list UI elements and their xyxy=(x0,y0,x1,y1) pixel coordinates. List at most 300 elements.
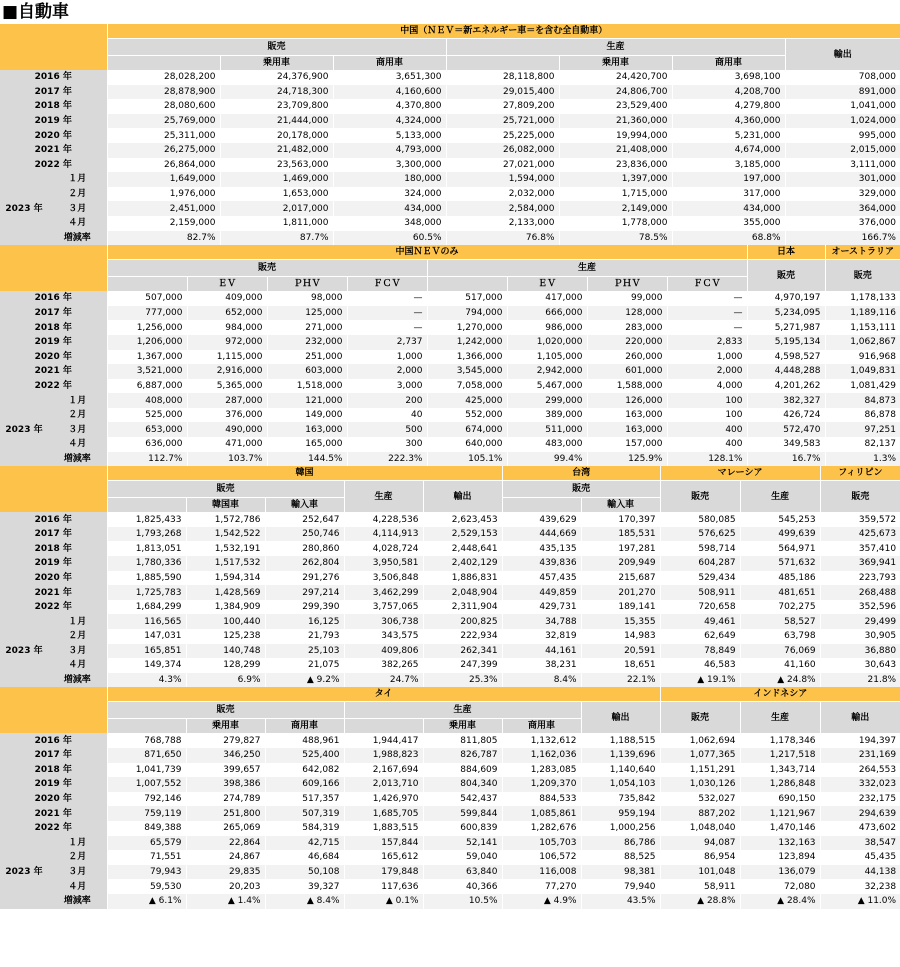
column-header: 生産 xyxy=(344,702,581,719)
table-cell: 5,133,000 xyxy=(333,128,446,143)
table-cell: — xyxy=(347,306,427,321)
table-cell: 1,209,370 xyxy=(502,777,581,792)
table-cell: 260,000 xyxy=(587,350,667,365)
table-cell: 87.7% xyxy=(220,231,333,246)
table-cell: 262,341 xyxy=(423,644,502,659)
table-cell: 21,444,000 xyxy=(220,114,333,129)
table-row xyxy=(0,512,900,527)
table-cell: 972,000 xyxy=(187,335,267,350)
table-cell: 2,013,710 xyxy=(344,777,423,792)
table-cell: 1,054,103 xyxy=(581,777,660,792)
header-row xyxy=(0,481,900,498)
table-cell: 1,085,861 xyxy=(502,806,581,821)
table-cell: 376,000 xyxy=(785,216,900,231)
table-row xyxy=(0,556,900,571)
table-cell: 165,000 xyxy=(267,437,347,452)
table-cell: 343,575 xyxy=(344,629,423,644)
column-header: ＥＶ xyxy=(507,277,587,292)
table-cell: 78,849 xyxy=(660,644,740,659)
column-header: タイ xyxy=(107,687,660,702)
column-header: 輸入車 xyxy=(581,498,660,513)
table-cell: 3,651,300 xyxy=(333,70,446,85)
column-header: ＦＣＶ xyxy=(667,277,747,292)
table-cell: 1,151,291 xyxy=(660,763,740,778)
table-cell: 23,529,400 xyxy=(559,99,672,114)
table-cell: 1,105,000 xyxy=(507,350,587,365)
row-label: 2019 年 xyxy=(0,777,107,792)
table-cell: 1,518,000 xyxy=(267,379,347,394)
column-header: 販売 xyxy=(107,702,344,719)
table-cell: 598,714 xyxy=(660,541,740,556)
table-cell: 849,388 xyxy=(107,821,186,836)
table-cell: 209,949 xyxy=(581,556,660,571)
table-cell: 603,000 xyxy=(267,364,347,379)
table-cell: 63,798 xyxy=(740,629,820,644)
table-cell: 24,420,700 xyxy=(559,70,672,85)
table-cell: 666,000 xyxy=(507,306,587,321)
column-header: 商用車 xyxy=(672,56,785,71)
month-label: ２月 xyxy=(48,850,107,865)
table-row xyxy=(0,836,900,851)
table-cell: 434,000 xyxy=(333,201,446,216)
table-cell: 65,579 xyxy=(107,836,186,851)
table-cell: 2,833 xyxy=(667,335,747,350)
table-cell: 891,000 xyxy=(785,85,900,100)
table-cell: 777,000 xyxy=(107,306,187,321)
table-cell: 271,000 xyxy=(267,320,347,335)
corner-cell xyxy=(0,466,107,512)
header-row xyxy=(0,39,900,56)
table-cell: 2,000 xyxy=(347,364,427,379)
table-cell: 98,381 xyxy=(581,865,660,880)
table-row xyxy=(0,821,900,836)
month-label: ３月 xyxy=(48,201,107,216)
table-cell: 15,355 xyxy=(581,614,660,629)
table-cell: 317,000 xyxy=(672,187,785,202)
table-cell: 28,080,600 xyxy=(107,99,220,114)
table-cell: 189,141 xyxy=(581,600,660,615)
table-cell: 280,860 xyxy=(265,541,344,556)
table-cell: 14,983 xyxy=(581,629,660,644)
table-cell: 247,399 xyxy=(423,658,502,673)
table-cell: 21,482,000 xyxy=(220,143,333,158)
table-cell: 128,000 xyxy=(587,306,667,321)
table-cell: 1,024,000 xyxy=(785,114,900,129)
table-cell: 39,327 xyxy=(265,879,344,894)
table-cell: 71,551 xyxy=(107,850,186,865)
table-cell: 165,612 xyxy=(344,850,423,865)
column-header: 販売 xyxy=(660,481,740,513)
table-cell: 60.5% xyxy=(333,231,446,246)
table-cell: 76.8% xyxy=(446,231,559,246)
table-cell: 21,360,000 xyxy=(559,114,672,129)
table-cell: 163,000 xyxy=(587,422,667,437)
table-row xyxy=(0,128,900,143)
table-row xyxy=(0,571,900,586)
table-cell: 19,994,000 xyxy=(559,128,672,143)
table-cell: 265,069 xyxy=(186,821,265,836)
table-cell: 690,150 xyxy=(740,792,820,807)
table-china-nev xyxy=(0,245,900,466)
table-cell: 28,878,900 xyxy=(107,85,220,100)
table-cell: 400 xyxy=(667,422,747,437)
table-cell: 26,082,000 xyxy=(446,143,559,158)
row-label: 2020 年 xyxy=(0,350,107,365)
year-label: 2023 年 xyxy=(0,393,48,466)
table-cell: 483,000 xyxy=(507,437,587,452)
table-cell: 4.3% xyxy=(107,673,186,688)
column-header: 生産 xyxy=(344,481,423,513)
table-cell: 1,653,000 xyxy=(220,187,333,202)
table-cell: 52,141 xyxy=(423,836,502,851)
table-cell: 41,160 xyxy=(740,658,820,673)
month-label: ２月 xyxy=(48,187,107,202)
table-cell: 674,000 xyxy=(427,422,507,437)
table-cell: 157,844 xyxy=(344,836,423,851)
column-header: 日本 xyxy=(747,245,825,260)
column-header: 販売 xyxy=(820,481,900,513)
table-cell: 1,162,036 xyxy=(502,748,581,763)
table-cell: 871,650 xyxy=(107,748,186,763)
table-row xyxy=(0,879,900,894)
table-cell: 500 xyxy=(347,422,427,437)
column-header: 乗用車 xyxy=(559,56,672,71)
row-label: 2018 年 xyxy=(0,320,107,335)
table-cell: 28,028,200 xyxy=(107,70,220,85)
table-cell: 720,658 xyxy=(660,600,740,615)
table-cell: 369,941 xyxy=(820,556,900,571)
table-cell: ▲ 9.2% xyxy=(265,673,344,688)
table-cell: 16.7% xyxy=(747,452,825,467)
table-cell: 532,027 xyxy=(660,792,740,807)
table-cell: 24,867 xyxy=(186,850,265,865)
table-cell: 299,000 xyxy=(507,393,587,408)
table-cell: 2,584,000 xyxy=(446,201,559,216)
month-label: １月 xyxy=(48,836,107,851)
table-cell: 26,864,000 xyxy=(107,158,220,173)
table-cell: 30,905 xyxy=(820,629,900,644)
table-row xyxy=(0,422,900,437)
table-cell: 1,077,365 xyxy=(660,748,740,763)
table-cell: 42,715 xyxy=(265,836,344,851)
row-label: 2016 年 xyxy=(0,70,107,85)
table-cell: 517,357 xyxy=(265,792,344,807)
table-cell: 1,000 xyxy=(347,350,427,365)
table-cell: ▲ 11.0% xyxy=(820,894,900,909)
column-header xyxy=(107,719,186,734)
month-label: 増減率 xyxy=(48,452,107,467)
table-row xyxy=(0,748,900,763)
table-cell: 1,976,000 xyxy=(107,187,220,202)
table-cell: 106,572 xyxy=(502,850,581,865)
row-label: 2019 年 xyxy=(0,114,107,129)
month-label: １月 xyxy=(48,614,107,629)
table-cell: 355,000 xyxy=(672,216,785,231)
table-cell: 59,040 xyxy=(423,850,502,865)
row-label: 2022 年 xyxy=(0,600,107,615)
table-cell: 1,594,000 xyxy=(446,172,559,187)
table-cell: 604,287 xyxy=(660,556,740,571)
table-cell: 166.7% xyxy=(785,231,900,246)
table-cell: 112.7% xyxy=(107,452,187,467)
table-cell: 409,806 xyxy=(344,644,423,659)
column-header: 販売 xyxy=(502,481,660,498)
table-cell: 2,167,694 xyxy=(344,763,423,778)
table-cell: 995,000 xyxy=(785,128,900,143)
table-thai-indonesia xyxy=(0,687,900,908)
table-cell: 3,506,848 xyxy=(344,571,423,586)
table-cell: 128,299 xyxy=(186,658,265,673)
table-cell: 1,283,085 xyxy=(502,763,581,778)
table-cell: 2,000 xyxy=(667,364,747,379)
table-cell: 26,275,000 xyxy=(107,143,220,158)
table-cell: 1,684,299 xyxy=(107,600,186,615)
table-cell: 45,435 xyxy=(820,850,900,865)
column-header: 商用車 xyxy=(333,56,446,71)
table-cell: 200,825 xyxy=(423,614,502,629)
table-cell: 101,048 xyxy=(660,865,740,880)
table-cell: 86,786 xyxy=(581,836,660,851)
table-cell: 121,000 xyxy=(267,393,347,408)
table-cell: 2,133,000 xyxy=(446,216,559,231)
table-cell: 29,015,400 xyxy=(446,85,559,100)
table-cell: 529,434 xyxy=(660,571,740,586)
table-cell: 24,718,300 xyxy=(220,85,333,100)
table-cell: 735,842 xyxy=(581,792,660,807)
table-cell: 28,118,800 xyxy=(446,70,559,85)
table-cell: 58,911 xyxy=(660,879,740,894)
table-cell: 636,000 xyxy=(107,437,187,452)
table-cell: 444,669 xyxy=(502,527,581,542)
table-cell: 264,553 xyxy=(820,763,900,778)
table-cell: 359,572 xyxy=(820,512,900,527)
table-cell: 99,000 xyxy=(587,291,667,306)
table-row xyxy=(0,437,900,452)
table-cell: 1,256,000 xyxy=(107,320,187,335)
table-cell: 2,017,000 xyxy=(220,201,333,216)
table-cell: 100 xyxy=(667,408,747,423)
table-cell: 1,715,000 xyxy=(559,187,672,202)
table-cell: 1,883,515 xyxy=(344,821,423,836)
table-cell: 1,217,518 xyxy=(740,748,820,763)
table-cell: 3,300,000 xyxy=(333,158,446,173)
table-cell: 50,108 xyxy=(265,865,344,880)
table-cell: 708,000 xyxy=(785,70,900,85)
column-header: 販売 xyxy=(107,481,344,498)
table-cell: 1,049,831 xyxy=(825,364,900,379)
table-cell: 5,271,987 xyxy=(747,320,825,335)
row-label: 2016 年 xyxy=(0,733,107,748)
table-cell: 27,809,200 xyxy=(446,99,559,114)
table-cell: 32,819 xyxy=(502,629,581,644)
table-cell: 2,623,453 xyxy=(423,512,502,527)
row-label: 2018 年 xyxy=(0,541,107,556)
table-row xyxy=(0,541,900,556)
table-cell: 525,000 xyxy=(107,408,187,423)
table-cell: 68.8% xyxy=(672,231,785,246)
table-cell: 6,887,000 xyxy=(107,379,187,394)
table-cell: 63,840 xyxy=(423,865,502,880)
table-cell: 1,121,967 xyxy=(740,806,820,821)
column-header: 販売 xyxy=(825,260,900,292)
table-cell: 1,813,051 xyxy=(107,541,186,556)
table-cell: 652,000 xyxy=(187,306,267,321)
table-row xyxy=(0,364,900,379)
table-cell: ▲ 0.1% xyxy=(344,894,423,909)
table-row xyxy=(0,187,900,202)
table-cell: 986,000 xyxy=(507,320,587,335)
table-cell: 435,135 xyxy=(502,541,581,556)
column-header: 販売 xyxy=(107,39,446,56)
column-header: 販売 xyxy=(747,260,825,292)
table-cell: 21,793 xyxy=(265,629,344,644)
column-header: 生産 xyxy=(427,260,747,277)
table-cell: 471,000 xyxy=(187,437,267,452)
table-cell: 24.7% xyxy=(344,673,423,688)
row-label: 2017 年 xyxy=(0,85,107,100)
table-cell: 3,462,299 xyxy=(344,585,423,600)
table-cell: 399,657 xyxy=(186,763,265,778)
column-header: 輸出 xyxy=(581,702,660,734)
table-cell: 25,311,000 xyxy=(107,128,220,143)
header-row xyxy=(0,56,900,71)
table-cell: 653,000 xyxy=(107,422,187,437)
header-row xyxy=(0,24,900,39)
column-header: マレーシア xyxy=(660,466,820,481)
header-row xyxy=(0,260,900,277)
table-cell: 1,793,268 xyxy=(107,527,186,542)
table-cell: 449,859 xyxy=(502,585,581,600)
table-cell: 20,178,000 xyxy=(220,128,333,143)
table-cell: 473,602 xyxy=(820,821,900,836)
table-cell: 1,286,848 xyxy=(740,777,820,792)
table-cell: ▲ 19.1% xyxy=(660,673,740,688)
table-cell: 1,572,786 xyxy=(186,512,265,527)
table-cell: 147,031 xyxy=(107,629,186,644)
table-cell: 382,265 xyxy=(344,658,423,673)
table-cell: 2,311,904 xyxy=(423,600,502,615)
month-label: 増減率 xyxy=(48,673,107,688)
table-cell: 105,703 xyxy=(502,836,581,851)
table-cell: 157,000 xyxy=(587,437,667,452)
table-cell: 4,160,600 xyxy=(333,85,446,100)
table-cell: 222.3% xyxy=(347,452,427,467)
table-row xyxy=(0,527,900,542)
table-cell: 30,643 xyxy=(820,658,900,673)
table-cell: 1,153,111 xyxy=(825,320,900,335)
table-cell: 1,041,000 xyxy=(785,99,900,114)
table-cell: 4,793,000 xyxy=(333,143,446,158)
automobile-tables xyxy=(0,24,900,909)
table-cell: 4,324,000 xyxy=(333,114,446,129)
table-row xyxy=(0,350,900,365)
table-cell: 887,202 xyxy=(660,806,740,821)
table-cell: — xyxy=(667,291,747,306)
column-header: 商用車 xyxy=(502,719,581,734)
table-cell: 72,080 xyxy=(740,879,820,894)
row-label: 2017 年 xyxy=(0,306,107,321)
column-header xyxy=(344,719,423,734)
table-cell: ▲ 24.8% xyxy=(740,673,820,688)
table-cell: 297,214 xyxy=(265,585,344,600)
table-cell: 1,397,000 xyxy=(559,172,672,187)
table-cell: 508,911 xyxy=(660,585,740,600)
table-cell: 794,000 xyxy=(427,306,507,321)
table-cell: 485,186 xyxy=(740,571,820,586)
table-cell: 348,000 xyxy=(333,216,446,231)
table-cell: 2,402,129 xyxy=(423,556,502,571)
table-cell: 517,000 xyxy=(427,291,507,306)
row-label: 2016 年 xyxy=(0,512,107,527)
table-cell: 116,008 xyxy=(502,865,581,880)
table-cell: 268,488 xyxy=(820,585,900,600)
table-cell: 1,081,429 xyxy=(825,379,900,394)
row-label: 2020 年 xyxy=(0,792,107,807)
table-cell: 884,609 xyxy=(423,763,502,778)
table-cell: 180,000 xyxy=(333,172,446,187)
table-cell: 609,166 xyxy=(265,777,344,792)
column-header: ＰＨＶ xyxy=(267,277,347,292)
table-cell: 490,000 xyxy=(187,422,267,437)
column-header: 韓国 xyxy=(107,466,502,481)
table-cell: 1,178,346 xyxy=(740,733,820,748)
month-label: ２月 xyxy=(48,408,107,423)
month-label: １月 xyxy=(48,393,107,408)
table-cell: 2,159,000 xyxy=(107,216,220,231)
table-cell: 1,778,000 xyxy=(559,216,672,231)
column-header: 中国（ＮＥＶ＝新エネルギー車＝を含む全自動車） xyxy=(107,24,900,39)
table-cell: 1,007,552 xyxy=(107,777,186,792)
row-label: 2018 年 xyxy=(0,99,107,114)
table-cell: 88,525 xyxy=(581,850,660,865)
table-cell: 49,461 xyxy=(660,614,740,629)
table-cell: 642,082 xyxy=(265,763,344,778)
table-cell: 1,384,909 xyxy=(186,600,265,615)
table-cell: 3,950,581 xyxy=(344,556,423,571)
table-cell: 417,000 xyxy=(507,291,587,306)
column-header: インドネシア xyxy=(660,687,900,702)
table-row xyxy=(0,644,900,659)
table-cell: 294,639 xyxy=(820,806,900,821)
table-cell: 2,015,000 xyxy=(785,143,900,158)
table-cell: 2,149,000 xyxy=(559,201,672,216)
table-cell: 1,139,696 xyxy=(581,748,660,763)
table-cell: 4,448,288 xyxy=(747,364,825,379)
column-header xyxy=(107,277,187,292)
table-cell: 525,400 xyxy=(265,748,344,763)
table-cell: 34,788 xyxy=(502,614,581,629)
table-cell: 3,111,000 xyxy=(785,158,900,173)
table-cell: 79,940 xyxy=(581,879,660,894)
table-cell: 1.3% xyxy=(825,452,900,467)
month-label: ２月 xyxy=(48,629,107,644)
table-row xyxy=(0,216,900,231)
table-cell: 62,649 xyxy=(660,629,740,644)
year-label: 2023 年 xyxy=(0,836,48,909)
table-cell: 2,737 xyxy=(347,335,427,350)
row-label: 2022 年 xyxy=(0,158,107,173)
table-row xyxy=(0,335,900,350)
table-cell: 252,647 xyxy=(265,512,344,527)
table-cell: ▲ 1.4% xyxy=(186,894,265,909)
column-header xyxy=(107,56,220,71)
table-cell: 215,687 xyxy=(581,571,660,586)
table-cell: 163,000 xyxy=(267,422,347,437)
table-cell: 5,365,000 xyxy=(187,379,267,394)
row-label: 2020 年 xyxy=(0,128,107,143)
table-cell: 144.5% xyxy=(267,452,347,467)
table-cell: 200 xyxy=(347,393,427,408)
